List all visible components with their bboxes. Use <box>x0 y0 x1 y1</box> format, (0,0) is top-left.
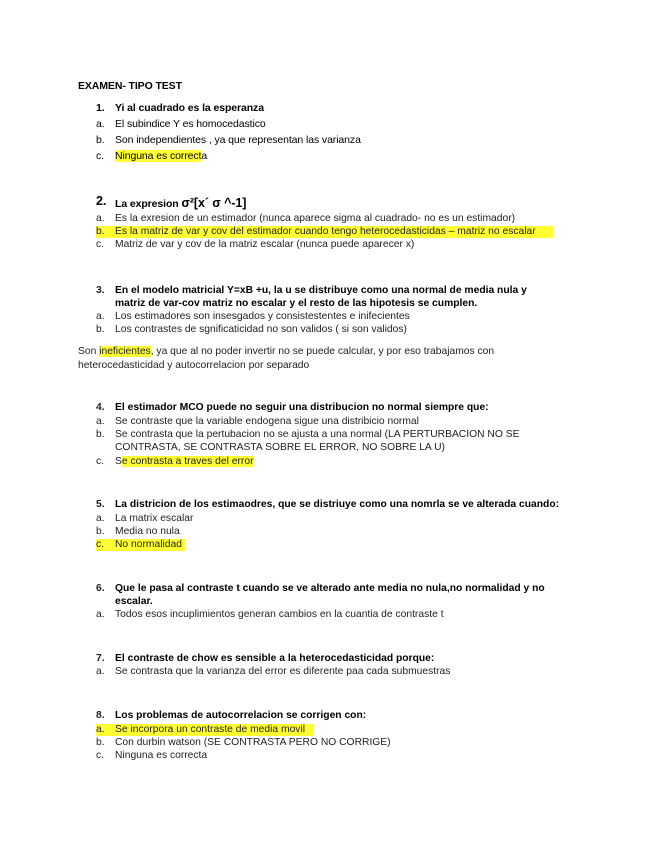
question-number: 6. <box>96 583 105 594</box>
highlighted-answer: e contrasta a traves del error <box>121 456 254 467</box>
question-number: 2. <box>96 194 107 208</box>
option-letter: a. <box>96 416 105 427</box>
option-text: Los estimadores son insesgados y consistestentes e inifecientes <box>115 311 410 322</box>
option-text-line2: CONTRASTA, SE CONTRASTA SOBRE EL ERROR, NO SOBRE LA U) <box>115 442 445 453</box>
option-letter: a. <box>96 311 105 322</box>
option-letter: c. <box>96 239 105 250</box>
question-number: 4. <box>96 402 105 413</box>
option-text: Se contrasta que la varianza del error es diferente paa cada submuestras <box>115 666 451 677</box>
option-letter: b. <box>96 226 105 237</box>
question-text: Los problemas de autocorrelacion se corrigen con: <box>115 710 367 721</box>
question-text: La districion de los estimaodres, que se distriuye como una nomrla se ve alterada cuando: <box>115 499 560 510</box>
highlighted-answer: Es la matriz de var y cov del estimador cuando tengo heterocedasticidas – matriz no escalar <box>115 226 536 237</box>
question-number: 7. <box>96 653 105 664</box>
question-number: 3. <box>96 285 105 296</box>
question-text: El estimador MCO puede no seguir una distribucion no normal siempre que: <box>115 402 489 413</box>
option-letter: a. <box>96 513 105 524</box>
option-text: Se contraste que la variable endogena sigue una distribicio normal <box>115 416 419 427</box>
question-text: El contraste de chow es sensible a la heterocedasticidad porque: <box>115 653 435 664</box>
option-text: Es la exresion de un estimador (nunca aparece sigma al cuadrado- no es un estimador) <box>115 213 516 224</box>
option-text: Con durbin watson (SE CONTRASTA PERO NO CORRIGE) <box>115 737 391 748</box>
question-text-line2: escalar. <box>115 596 153 607</box>
option-text: Los contrastes de sgnificaticidad no son validos ( si son validos) <box>115 324 407 335</box>
question-text-line1: En el modelo matricial Y=xB +u, la u se distribuye como una normal de media nula y <box>115 285 527 296</box>
option-letter: a. <box>96 609 105 620</box>
option-text: Son independientes , ya que representan las varianza <box>115 134 361 146</box>
answer-note-line2: heterocedasticidad y autocorrelacion por separado <box>78 360 310 371</box>
option-text-answer: Ninguna es correcta <box>115 150 208 162</box>
option-letter: b. <box>96 526 105 537</box>
question-text-line1: Que le pasa al contraste t cuando se ve alterado ante media no nula,no normalidad y no <box>115 583 545 594</box>
question-text: La expresion σ²[x´ σ ^-1] <box>115 196 247 210</box>
option-text: Todos esos incuplimientos generan cambios en la cuantia de contraste t <box>115 609 444 620</box>
option-letter: a. <box>96 666 105 677</box>
option-text-answer: Se contrasta a traves del error <box>115 456 254 467</box>
option-letter: a. <box>96 213 105 224</box>
highlighted-answer: Ninguna es correct <box>115 150 202 162</box>
question-number: 8. <box>96 710 105 721</box>
option-letter: a. <box>96 724 105 735</box>
option-text: Media no nula <box>115 526 180 537</box>
option-letter: c. <box>96 456 105 467</box>
option-letter: b. <box>96 429 105 440</box>
option-text-line1: Se contrasta que la pertubacion no se ajusta a una normal (LA PERTURBACION NO SE <box>115 429 520 440</box>
question-text: Yi al cuadrado es la esperanza <box>115 102 264 114</box>
option-letter: b. <box>96 737 105 748</box>
question-text-line2: matriz de var-cov matriz no escalar y el resto de las hipotesis se cumplen. <box>115 298 478 309</box>
highlighted-answer: No normalidad <box>115 539 182 550</box>
option-letter: c. <box>96 750 105 761</box>
option-letter: c. <box>96 150 104 162</box>
option-letter: b. <box>96 134 105 146</box>
question-number: 1. <box>96 102 105 114</box>
sigma-expression: σ²[x´ σ ^-1] <box>181 196 247 210</box>
highlighted-answer: Se incorpora un contraste de media movil <box>115 724 306 735</box>
exam-title: EXAMEN- TIPO TEST <box>78 80 182 92</box>
option-text: El subindice Y es homocedastico <box>115 118 266 130</box>
highlighted-answer: ineficientes <box>99 346 151 357</box>
question-number: 5. <box>96 499 105 510</box>
option-text: Matriz de var y cov de la matriz escalar (nunca puede aparecer x) <box>115 239 415 250</box>
option-text: La matrix escalar <box>115 513 194 524</box>
option-letter: c. <box>96 539 105 550</box>
option-letter: a. <box>96 118 105 130</box>
option-text: Ninguna es correcta <box>115 750 208 761</box>
option-letter: b. <box>96 324 105 335</box>
answer-note-line1: Son ineficientes, ya que al no poder invertir no se puede calcular, y por eso trabajamos con <box>78 346 495 357</box>
